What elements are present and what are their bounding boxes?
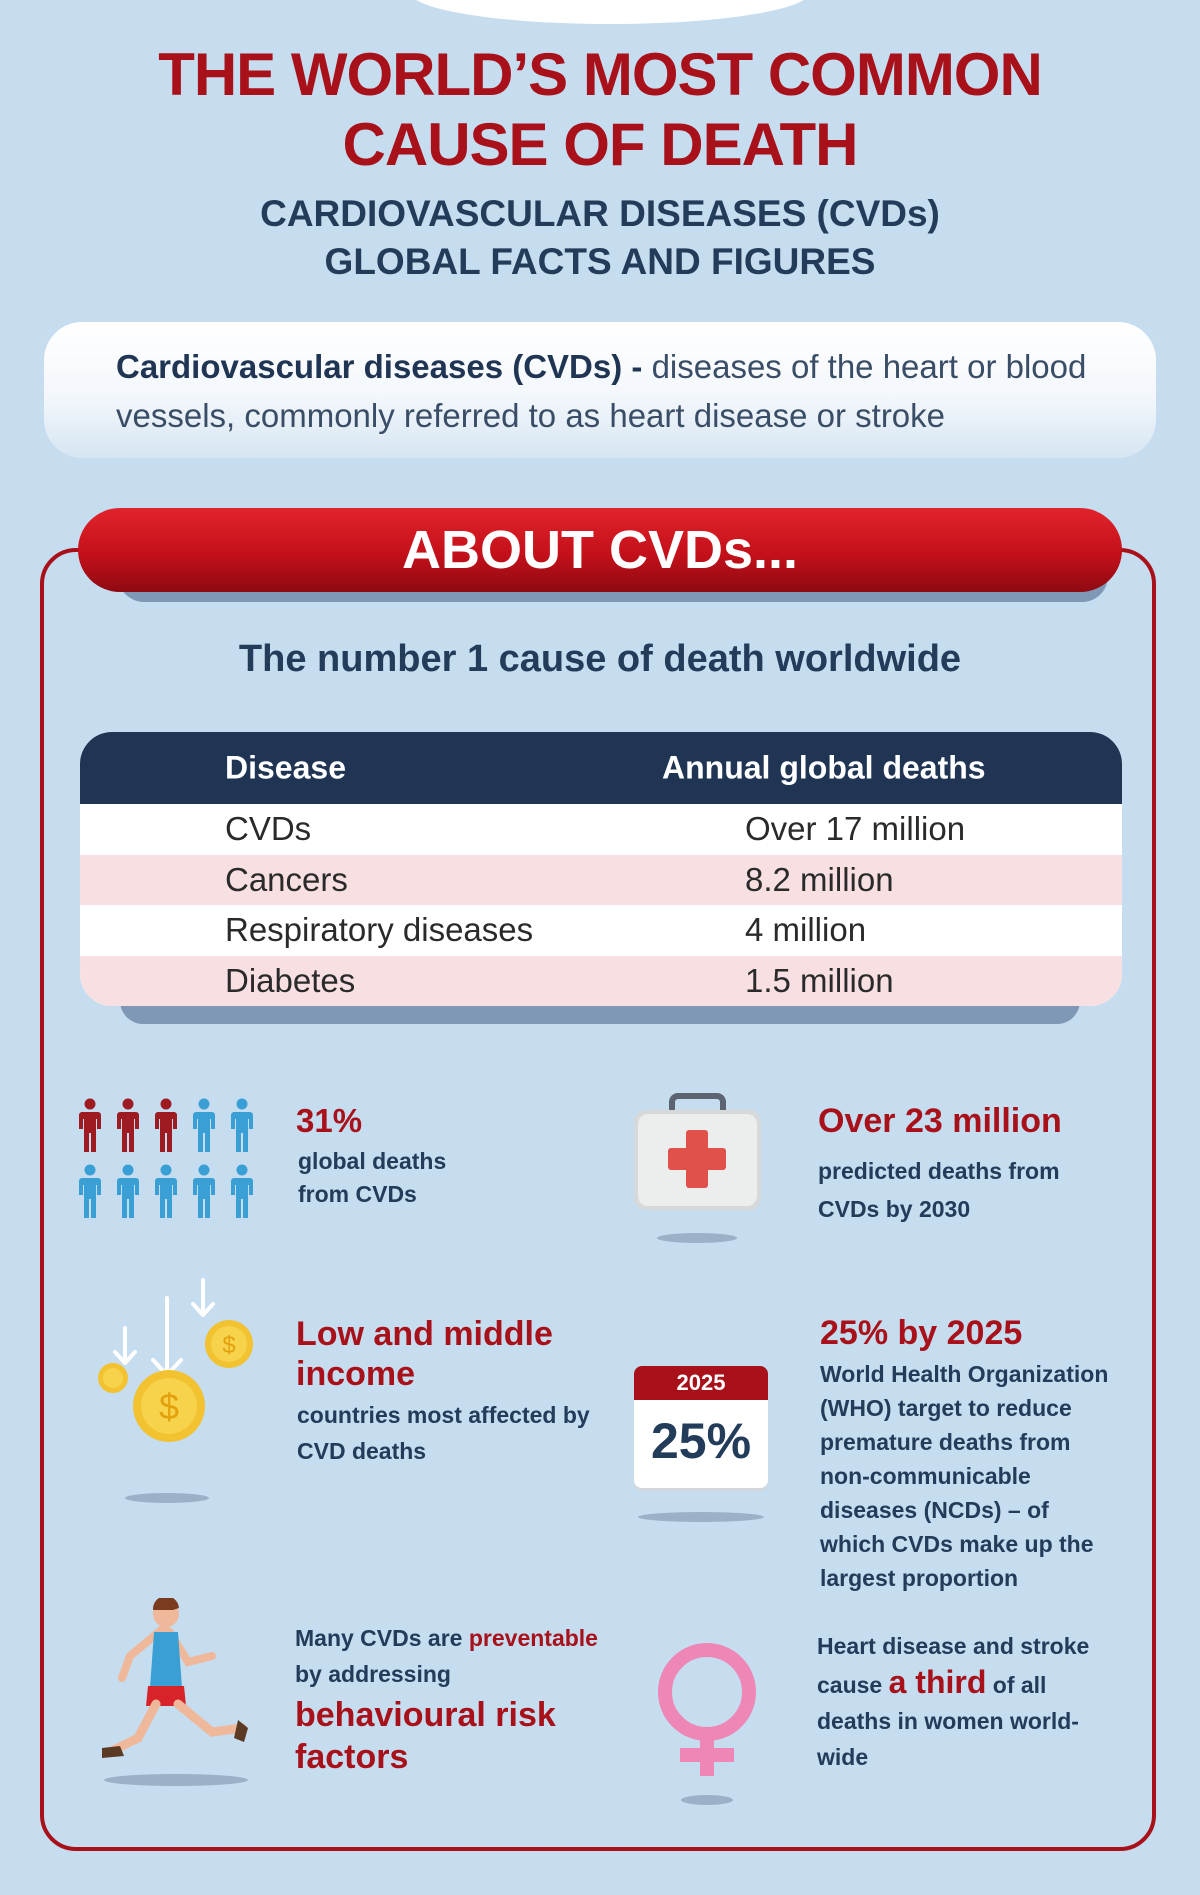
table-row	[80, 905, 1122, 956]
subtitle-line-1: CARDIOVASCULAR DISEASES (CVDs)	[260, 193, 940, 234]
top-decoration	[410, 0, 810, 24]
column-header-deaths: Annual global deaths	[662, 749, 986, 786]
table-cell-disease: Respiratory diseases	[225, 911, 534, 949]
calendar-header: 2025	[634, 1366, 768, 1400]
coins-icon	[95, 1278, 265, 1506]
calendar-icon	[634, 1366, 768, 1524]
table-row	[80, 804, 1122, 855]
stat-behaviour-text	[295, 1620, 615, 1692]
table-cell-deaths: Over 17 million	[745, 810, 966, 848]
page-title	[0, 40, 1200, 180]
page-subtitle	[0, 190, 1200, 286]
female-symbol-icon	[652, 1640, 762, 1810]
subtitle-line-2: GLOBAL FACTS AND FIGURES	[324, 241, 876, 282]
title-line-2: CAUSE OF DEATH	[342, 111, 858, 178]
definition-box	[44, 322, 1156, 458]
svg-text:$: $	[222, 1332, 236, 1359]
table-header-row	[80, 732, 1122, 804]
table-heading: The number 1 cause of death worldwide	[238, 638, 962, 680]
behaviour-text-red: preventable	[468, 1625, 598, 1651]
definition-text	[116, 342, 1116, 440]
definition-body: diseases of the heart or blood vessels, commonly referred to as heart disease or stroke	[116, 348, 1087, 434]
stat-income-text: countries most affected by CVD deaths	[297, 1402, 590, 1464]
column-header-disease: Disease	[225, 749, 346, 786]
table-cell-deaths: 4 million	[745, 911, 867, 949]
stat-global-deaths-value: 31%	[296, 1102, 363, 1139]
stat-behaviour-headline: behavioural risk factors	[295, 1696, 556, 1776]
table-cell-deaths: 1.5 million	[745, 961, 894, 999]
stat-who-text: World Health Organization (WHO) target to reduce premature deaths from non-communicable diseases (NCDs) – of which CVDs make up the largest proportion	[820, 1361, 1109, 1591]
stat-women-text	[817, 1628, 1117, 1775]
svg-text:$: $	[158, 1386, 180, 1427]
about-banner-text: ABOUT CVDs...	[401, 520, 799, 580]
stat-income-headline: Low and middle income	[296, 1315, 553, 1393]
people-icon	[76, 1098, 266, 1226]
behaviour-text-part1: Many CVDs are	[295, 1625, 463, 1651]
table-cell-disease: CVDs	[225, 810, 312, 848]
table-row	[80, 855, 1122, 906]
table-cell-deaths: 8.2 million	[745, 860, 894, 898]
stat-predicted-text: predicted deaths from CVDs by 2030	[818, 1158, 1060, 1222]
behaviour-text-part2: by addressing	[295, 1661, 451, 1687]
women-text-highlight: a third	[888, 1664, 987, 1700]
table-row	[80, 956, 1122, 1007]
table-cell-disease: Diabetes	[225, 961, 356, 999]
first-aid-kit-icon	[630, 1090, 765, 1250]
table-cell-disease: Cancers	[225, 860, 348, 898]
calendar-value: 25%	[650, 1413, 752, 1469]
deaths-table	[80, 732, 1122, 1006]
calendar-shadow	[638, 1512, 764, 1522]
stat-global-deaths-text: global deaths from CVDs	[298, 1148, 447, 1207]
stat-who-headline: 25% by 2025	[820, 1314, 1023, 1352]
title-line-1: THE WORLD’S MOST COMMON	[158, 41, 1042, 108]
stat-predicted-value: Over 23 million	[818, 1102, 1062, 1140]
women-text-part1: Heart disease and stroke cause	[817, 1633, 1090, 1698]
about-banner	[78, 508, 1122, 592]
women-text-part2: of all deaths in women world-wide	[817, 1672, 1079, 1770]
definition-term: Cardiovascular diseases (CVDs) -	[116, 348, 643, 385]
runner-icon	[100, 1598, 260, 1788]
